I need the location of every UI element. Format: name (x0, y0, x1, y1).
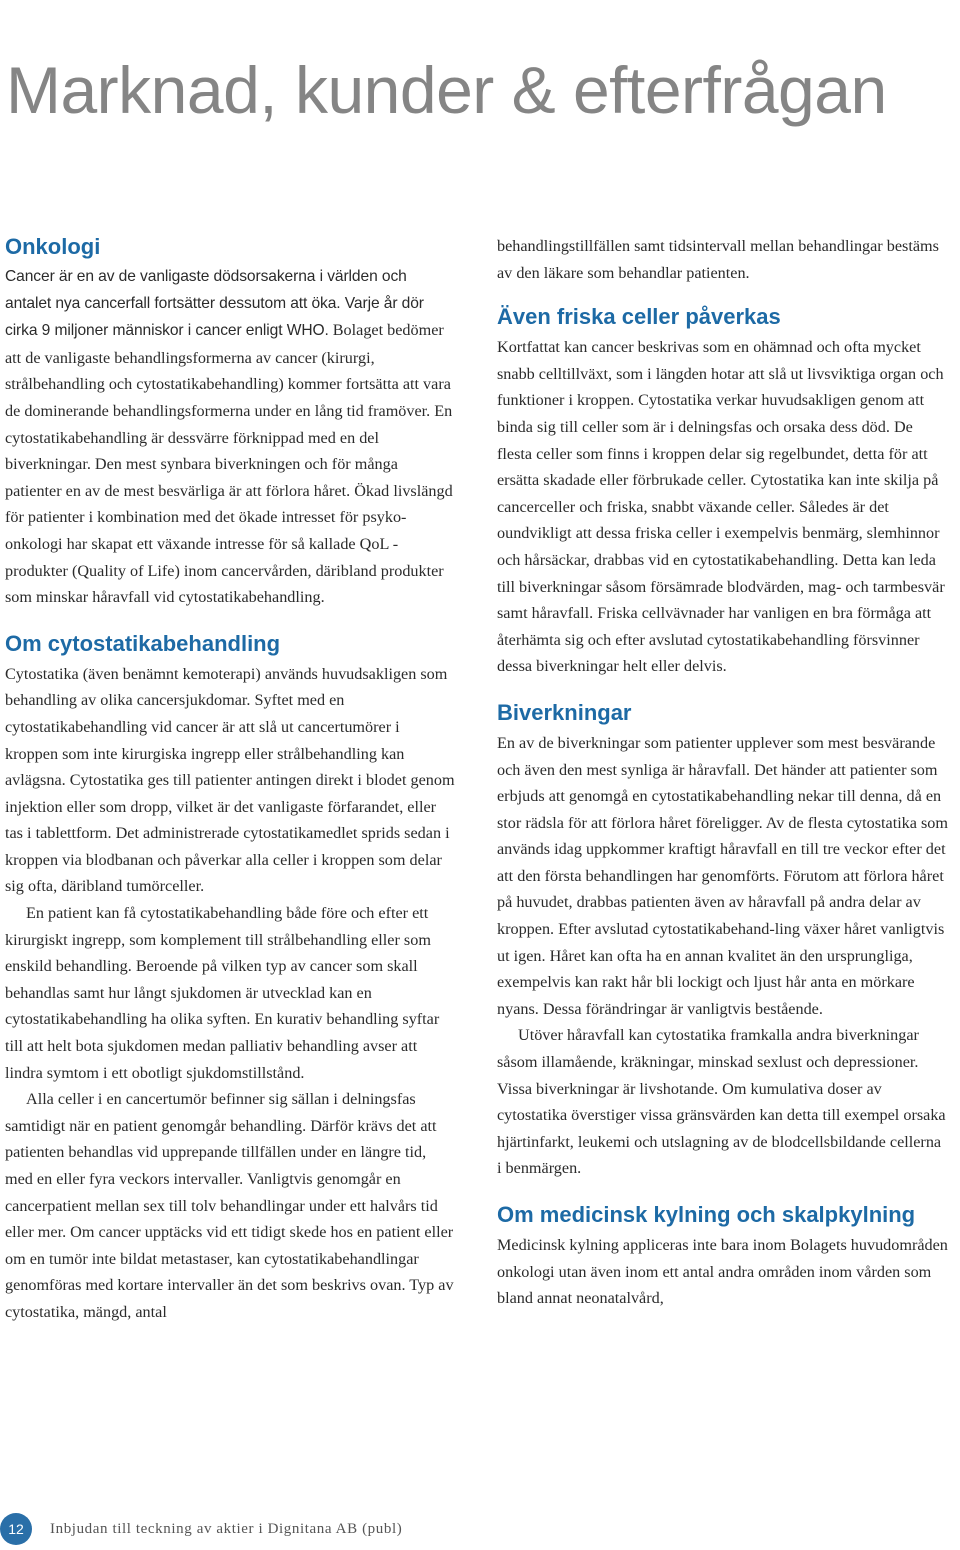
page-footer (0, 1512, 960, 1550)
section-heading-onkologi: Onkologi (5, 234, 101, 259)
footer-text: Inbjudan till teckning av aktier i Dignitana AB (publ) (50, 1521, 403, 1537)
friska-celler-body: Kortfattat kan cancer beskrivas som en ohämnad och ofta mycket snabb celltillväxt, som i längden hotar att slå ut livsviktiga organ och funktioner i kroppen. Cytostatika verkar huvudsakligen genom att binda sig till celler som är i delningsfas och orsaka dess död. De flesta celler som finns i kroppen delar sig regelbundet, detta för att ersätta skadade eller förbrukade celler. Cytostatika kan inte skilja på cancerceller och friska, snabbt växande celler. Således är det oundvikligt att dessa friska celler i exempelvis benmärg, slemhinnor och hårsäckar, drabbas vid en cytostatikabehandling. Detta kan leda till biverkningar såsom försämrade blodvärden, mag- och tarmbesvär samt håravfall. Friska cellvävnader har vanligen en bra förmåga att återhämta sig och efter avslutad cytostatikabehandling försvinner dessa biverkningar helt eller delvis. (497, 338, 945, 676)
continuation-paragraph: behandlingstillfällen samt tidsintervall mellan behandlingar bestäms av den läkare som behandlar patienten. (497, 237, 939, 282)
page-title: Marknad, kunder & efterfrågan (6, 53, 887, 127)
kylning-body: Medicinsk kylning appliceras inte bara inom Bolagets huvudområden onkologi utan även inom ett antal andra områden inom vården som bland annat neonatalvård, (497, 1236, 948, 1308)
section-heading-cytostatika: Om cytostatikabehandling (5, 630, 281, 656)
biverkningar-paragraph-2: Utöver håravfall kan cytostatika framkalla andra biverkningar såsom illamående, kräkningar, minskad sexlust och depressioner. Vissa biverkningar är livshotande. Om kumulativa doser av cytostatika överstiger vissa gränsvärden kan detta till exempel orsaka hjärtinfarkt, leukemi och utslagning av de blodcellsbildande cellerna i benmärgen. (497, 1026, 946, 1178)
cytostatika-paragraph-1: Cytostatika (även benämnt kemoterapi) används huvudsakligen som behandling av olika cancersjukdomar. Syftet med en cytostatikabehandling vid cancer är att slå ut cancertumörer i kroppen som inte kirurgiska ingrepp eller strålbehandling kan avlägsna. Cytostatika ges till patienter antingen direkt i blodet genom injektion eller som dropp, vilket är det vanligaste förfarandet, eller tas i tablettform. Det administrerade cytostatikamedlet sprids sedan i kroppen via blodbanan och påverkar alla celler i kroppen som delar sig ofta, däribland tumörceller. (5, 664, 455, 896)
cytostatika-paragraph-3: Alla celler i en cancertumör befinner sig sällan i delningsfas samtidigt när en patient genomgår behandling. Därför krävs det att patienten behandlas vid upprepande tillfällen under en längre tid, med en eller fyra veckors intervaller. Vanligtvis genomgår en cancerpatient mellan sex till tolv behandlingar under ett halvårs tid eller mer. Om cancer upptäcks vid ett tidigt skede hos en patient eller om en tumör inte bildat metastaser, kan cytostatikabehandlingar genomföras med kortare intervaller än det som beskrivs ovan. Typ av cytostatika, mängd, antal (5, 1090, 454, 1321)
onkologi-body: Bolaget bedömer att de vanligaste behandlingsformerna av cancer (kirurgi, strålbehandling och cytostatikabehandling) kommer fortsätta att vara de dominerande behandlingsformerna under en lång tid framöver. En cytostatikabehandling är dessvärre förknippad med en del biverkningar. Den mest synbara biverkningen och för många patienter en av de mest besvärliga är att förlora håret. Ökad livslängd för patienter i kombination med det ökade intresset för psyko-onkologi har skapat ett växande intresse för så kallade QoL -produkter (Quality of Life) inom cancervården, däribland produkter som minskar håravfall vid cytostatikabehandling. (5, 321, 453, 607)
biverkningar-paragraph-1: En av de biverkningar som patienter upplever som mest besvärande och även den mest synliga är håravfall. Det händer att patienter som erbjuds att genomgå en cytostatikabehandling nekar till denna, då en stor rädsla för att förlora håret föreligger. Av de flesta cytostatika som används idag uppkommer kraftigt håravfall en till tre veckor efter det att den första behandlingen har genomförts. Förutom att förlora håret på huvudet, drabbas patienten även av håravfall på andra delar av kroppen. Efter avslutad cytostatikabehand-ling växer håret vanligtvis ut igen. Håret kan ofta ha en annan kvalitet än den ursprungliga, exempelvis kan rakt hår bli lockigt och ljust hår anta en mörkare nyans. Dessa förändringar är vanligtvis bestående. (497, 733, 948, 1018)
section-heading-kylning: Om medicinsk kylning och skalpkylning (497, 1202, 916, 1227)
page-number-badge: 12 (0, 1513, 32, 1545)
left-column (5, 232, 455, 1326)
onkologi-lead: Cancer är en av de vanligaste dödsorsakerna i världen och antalet nya cancerfall fortsätter dessutom att öka. Varje år dör cirka 9 miljoner människor i cancer enligt WHO. (5, 268, 424, 340)
section-heading-biverkningar: Biverkningar (497, 699, 632, 725)
cytostatika-paragraph-2: En patient kan få cytostatikabehandling både före och efter ett kirurgiskt ingrepp, som komplement till strålbehandling eller som enskild behandling. Beroende på vilken typ av cancer som skall behandlas samt hur långt sjukdomen är utvecklad kan en cytostatikabehandling ha olika syften. En kurativ behandling syftar till att helt bota sjukdomen medan palliativ behandling avser att lindra symtom i ett obotligt sjukdomstillstånd. (5, 904, 440, 1082)
right-column (497, 233, 949, 1312)
section-heading-friska-celler: Även friska celler påverkas (497, 304, 781, 330)
